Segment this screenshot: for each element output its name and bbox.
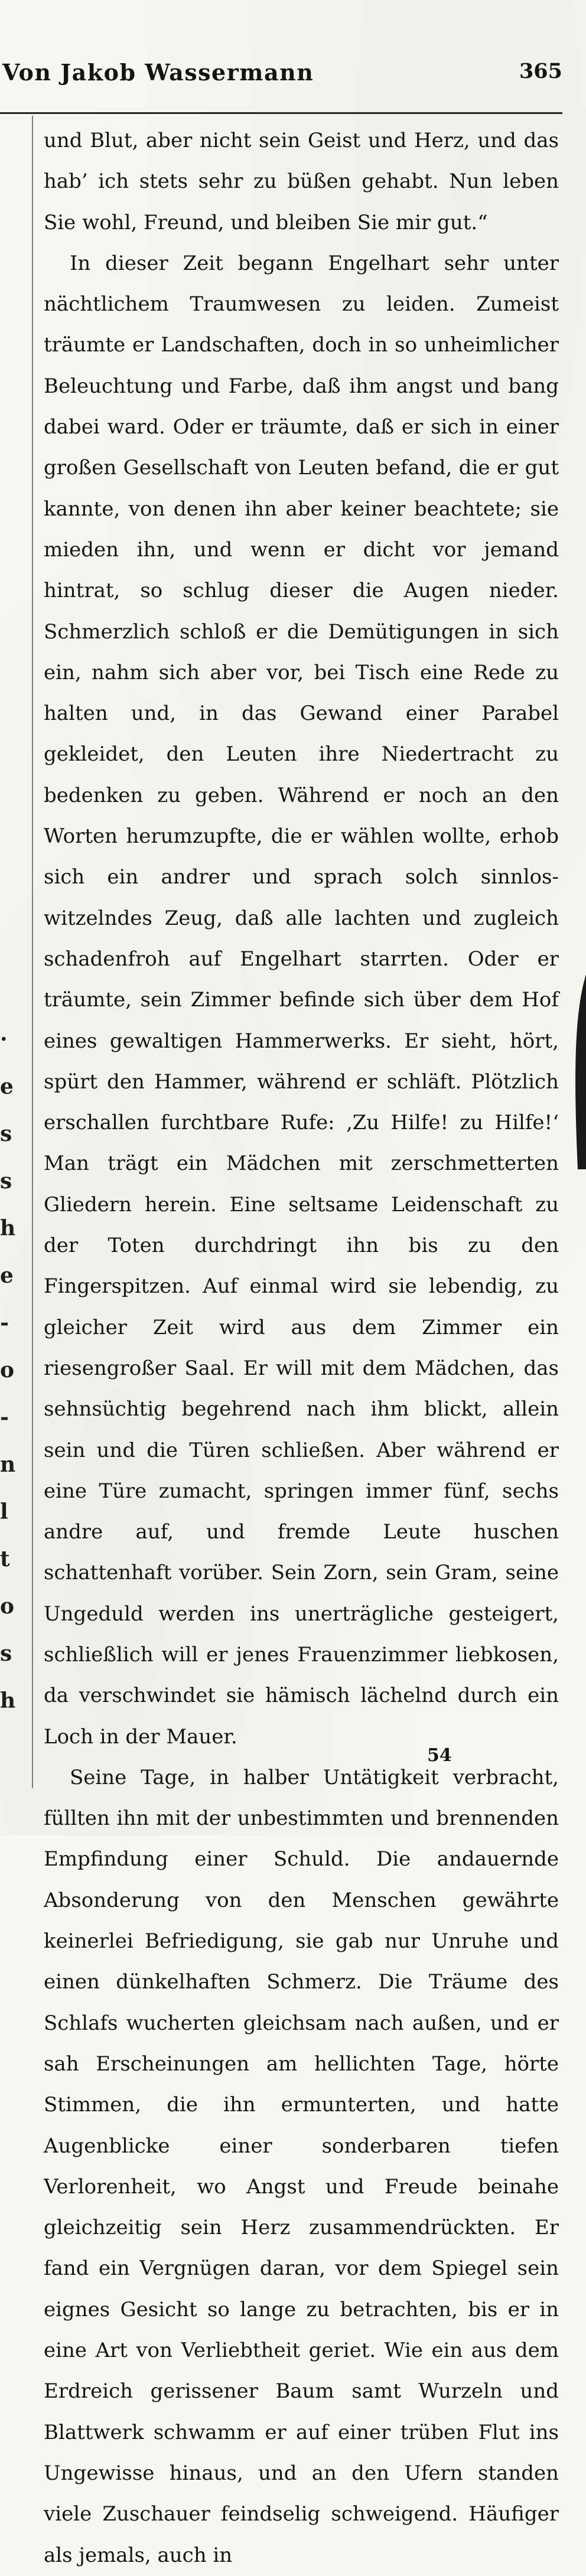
margin-fragment: l bbox=[0, 1499, 8, 1524]
margin-fragment: s bbox=[0, 1169, 12, 1194]
spine-shadow bbox=[572, 974, 586, 1169]
margin-fragment: · bbox=[0, 1027, 8, 1052]
margin-fragment: h bbox=[0, 1688, 16, 1713]
running-head: Von Jakob Wassermann bbox=[2, 59, 314, 86]
body-text bbox=[44, 120, 559, 2576]
paragraph: und Blut, aber nicht sein Geist und Herz, und das hab’ ich stets sehr zu büßen gehabt. Nun leben Sie wohl, Freund, und bleiben Sie mir gut.“ bbox=[44, 129, 559, 234]
margin-fragment: e bbox=[0, 1263, 14, 1288]
adjacent-page-bleed bbox=[0, 1016, 16, 1754]
page-header bbox=[0, 59, 562, 100]
signature-mark: 54 bbox=[427, 1745, 452, 1766]
margin-fragment: s bbox=[0, 1641, 12, 1666]
margin-fragment: e bbox=[0, 1074, 14, 1099]
paragraph: In dieser Zeit begann Engelhart sehr unter nächtlichem Traumwesen zu leiden. Zumeist träumte er Landschaften, doch in so unheimlicher Beleuchtung und Farbe, daß ihm angst und bang dabei ward. Oder er träumte, daß er sich in einer großen Gesellschaft von Leuten befand, die er gut kannte, von denen ihn aber keiner beachtete; sie mieden ihn, und wenn er dicht vor jemand hintrat, so schlug dieser die Augen nieder. Schmerzlich schloß er die Demütigungen in sich ein, nahm sich aber vor, bei Tisch eine Rede zu halten und, in das Gewand einer Parabel gekleidet, den Leuten ihre Niedertracht zu bedenken zu geben. Während er noch an den Worten herumzupfte, die er wählen wollte, erhob sich ein andrer und sprach solch sinnlos-witzelndes Zeug, daß alle lachten und zugleich schadenfroh auf Engelhart starrten. Oder er träumte, sein Zimmer befinde sich über dem Hof eines gewaltigen Hammerwerks. Er sieht, hört, spürt den Hammer, während er schläft. Plötzlich erschallen furchtbare Rufe: ‚Zu Hilfe! zu Hilfe!‘ Man trägt ein Mädchen mit zerschmetterten Gliedern herein. Eine seltsame Leidenschaft zu der Toten durchdringt ihn bis zu den Fingerspitzen. Auf einmal wird sie lebendig, zu gleicher Zeit wird aus dem Zimmer ein riesengroßer Saal. Er will mit dem Mädchen, das sehnsüchtig begehrend nach ihm blickt, allein sein und die Türen schließen. Aber während er eine Türe zumacht, springen immer fünf, sechs andre auf, und fremde Leute huschen schattenhaft vorüber. Sein Zorn, sein Gram, seine Ungeduld werden ins unerträgliche gesteigert, schließlich will er jenes Frauenzimmer liebkosen, da verschwindet sie hämisch lächelnd durch ein Loch in der Mauer. bbox=[44, 251, 559, 1749]
header-rule bbox=[0, 112, 562, 114]
margin-fragment: h bbox=[0, 1216, 16, 1241]
margin-fragment: o bbox=[0, 1594, 15, 1619]
page-number: 365 bbox=[519, 59, 562, 83]
margin-fragment: - bbox=[0, 1405, 9, 1430]
margin-fragment: - bbox=[0, 1310, 9, 1335]
margin-fragment: s bbox=[0, 1121, 12, 1146]
paragraph: Seine Tage, in halber Untätigkeit verbracht, füllten ihn mit der unbestimmten und brennenden Empfindung einer Schuld. Die andauernde Absonderung von den Menschen gewährte keinerlei Befriedigung, sie gab nur Unruhe und einen dünkelhaften Schmerz. Die Träume des Schlafs wucherten gleichsam nach außen, und er sah Erscheinungen am hellichten Tage, hörte Stimmen, die ihn ermunterten, und hatte Augenblicke einer sonderbaren tiefen Verlorenheit, wo Angst und Freude beinahe gleichzeitig sein Herz zusammendrückten. Er fand ein Vergnügen daran, vor dem Spiegel sein eignes Gesicht so lange zu betrachten, bis er in eine Art von Verliebtheit geriet. Wie ein aus dem Erdreich gerissener Baum samt Wurzeln und Blattwerk schwamm er auf einer trüben Flut ins Ungewisse hinaus, und an den Ufern standen viele Zuschauer feindselig schweigend. Häufiger als jemals, auch in bbox=[44, 1765, 559, 2567]
margin-fragment: t bbox=[0, 1547, 10, 1571]
gutter-line bbox=[32, 116, 33, 1788]
margin-fragment: o bbox=[0, 1358, 15, 1382]
margin-fragment: n bbox=[0, 1452, 16, 1477]
